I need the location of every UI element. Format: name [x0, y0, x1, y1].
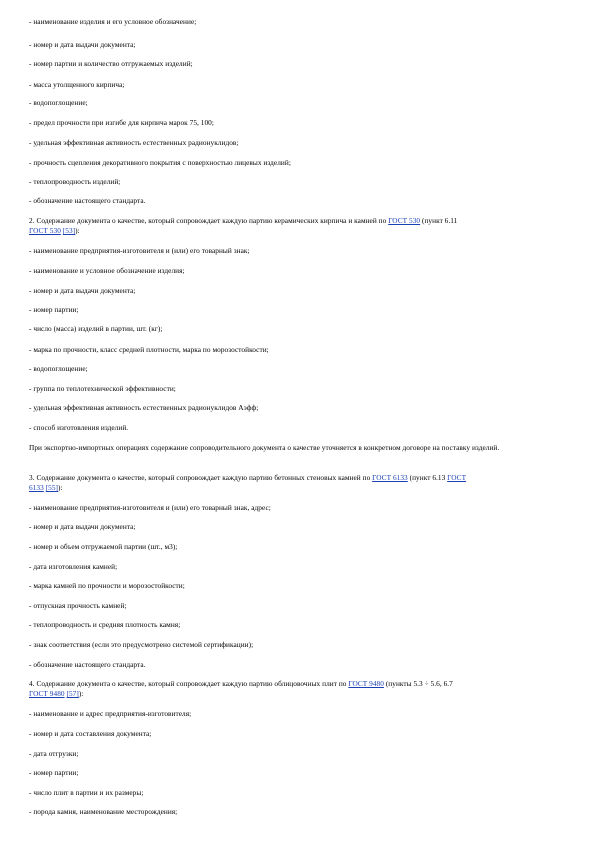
- list-item: - номер партии и количество отгружаемых изделий;: [29, 59, 193, 68]
- list-item: - предел прочности при изгибе для кирпича марок 75, 100;: [29, 118, 214, 127]
- section-3-text-after: (пункт 6.13: [409, 473, 446, 482]
- list-item: - обозначение настоящего стандарта.: [29, 196, 146, 205]
- list-item: - масса утолщенного кирпича;: [29, 80, 125, 89]
- list-item: - марка камней по прочности и морозостойкости;: [29, 581, 185, 590]
- section-2-tail: ):: [75, 226, 80, 235]
- list-item: - наименование предприятия-изготовителя и (или) его товарный знак, адрес;: [29, 503, 271, 512]
- list-item: - число плит в партии и их размеры;: [29, 788, 144, 797]
- gost-530-link[interactable]: ГОСТ 530: [388, 216, 421, 225]
- reference-55-link[interactable]: [55]: [45, 483, 59, 492]
- list-item: - номер партии;: [29, 768, 79, 777]
- gost-6133-link-2b[interactable]: 6133: [29, 483, 44, 492]
- list-item: - номер партии;: [29, 305, 79, 314]
- list-item: - способ изготовления изделий.: [29, 423, 129, 432]
- list-item: - группа по теплотехнической эффективности;: [29, 384, 176, 393]
- reference-53-link[interactable]: [53]: [62, 226, 76, 235]
- list-item: - знак соответствия (если это предусмотрено системой сертификации);: [29, 640, 254, 649]
- reference-57-link[interactable]: [57]: [66, 689, 79, 698]
- list-item: - обозначение настоящего стандарта.: [29, 660, 146, 669]
- list-item: - удельная эффективная активность естественных радионуклидов;: [29, 138, 239, 147]
- section-3-text: 3. Содержание документа о качестве, который сопровождает каждую партию бетонных стеновых камней по: [29, 473, 371, 482]
- list-item: - число (масса) изделий в партии, шт. (кг);: [29, 324, 163, 333]
- section-4-text-after: (пункты 5.3 ÷ 5.6, 6.7: [385, 679, 453, 688]
- section-4-tail: ):: [78, 689, 84, 698]
- gost-9480-link-2[interactable]: ГОСТ 9480: [29, 689, 65, 698]
- section-heading-2: [29, 216, 564, 226]
- list-item: - наименование предприятия-изготовителя и (или) его товарный знак;: [29, 246, 250, 255]
- section-heading-4: [29, 679, 564, 689]
- gost-9480-link[interactable]: ГОСТ 9480: [348, 679, 384, 688]
- list-item: - наименование изделия и его условное обозначение;: [29, 17, 197, 26]
- section-heading-3: [29, 473, 564, 483]
- section-4-text: 4. Содержание документа о качестве, который сопровождает каждую партию облицовочных плит по: [29, 679, 347, 688]
- list-item: - отпускная прочность камней;: [29, 601, 127, 610]
- list-item: - теплопроводность изделий;: [29, 177, 121, 186]
- list-item: - номер и дата выдачи документа;: [29, 522, 136, 531]
- list-item: - номер и дата составления документа;: [29, 729, 152, 738]
- list-item: - теплопроводность и средняя плотность камня;: [29, 620, 181, 629]
- list-item: - дата изготовления камней;: [29, 562, 118, 571]
- list-item: - наименование и адрес предприятия-изготовителя;: [29, 709, 192, 718]
- list-item: - номер и дата выдачи документа;: [29, 286, 136, 295]
- gost-530-link-2[interactable]: ГОСТ 530: [29, 226, 61, 235]
- section-3-tail: ):: [58, 483, 63, 492]
- list-item: - номер и объем отгружаемой партии (шт., м3);: [29, 542, 178, 551]
- list-item: - марка по прочности, класс средней плотности, марка по морозостойкости;: [29, 345, 269, 354]
- list-item: - номер и дата выдачи документа;: [29, 40, 136, 49]
- export-note: При экспортно-импортных операциях содержание сопроводительного документа о качестве уточняется в конкретном договоре на поставку изделий.: [29, 443, 500, 452]
- section-2-text: 2. Содержание документа о качестве, который сопровождает каждую партию керамических кирпича и камней по: [29, 216, 387, 225]
- section-heading-4-cont: [29, 689, 564, 699]
- list-item: - прочность сцепления декоративного покрытия с поверхностью лицевых изделий;: [29, 158, 291, 167]
- list-item: - порода камня, наименование месторождения;: [29, 807, 178, 816]
- section-2-text-after: (пункт 6.11: [421, 216, 458, 225]
- list-item: - наименование и условное обозначение изделия;: [29, 266, 185, 275]
- list-item: - дата отгрузки;: [29, 749, 79, 758]
- list-item: - водопоглощение;: [29, 98, 88, 107]
- gost-6133-link[interactable]: ГОСТ 6133: [372, 473, 408, 482]
- gost-6133-link-2[interactable]: ГОСТ: [447, 473, 467, 482]
- list-item: - водопоглощение;: [29, 364, 88, 373]
- section-heading-3-cont: [29, 483, 564, 493]
- list-item: - удельная эффективная активность естественных радионуклидов Аэфф;: [29, 403, 259, 412]
- section-heading-2-cont: [29, 226, 564, 236]
